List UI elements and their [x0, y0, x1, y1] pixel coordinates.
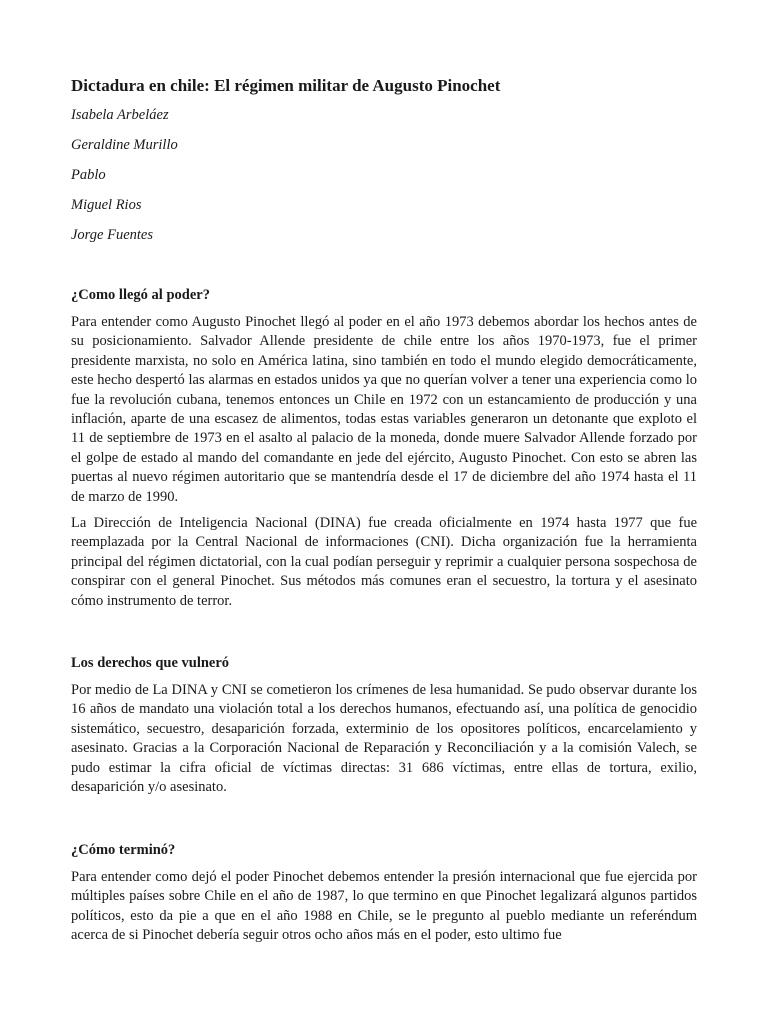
section-como-termino [71, 840, 697, 953]
author-list [71, 104, 178, 254]
section-heading: Los derechos que vulneró [71, 655, 230, 671]
paragraph: Para entender como dejó el poder Pinochet debemos entender la presión internacional que fue ejercida por múltiples países sobre Chile en el año de 1987, lo que termino en que Pinochet legalizará algunos partidos políticos, esto da pie a que en el año 1988 en Chile, se le pregunto al pueblo mediante un referéndum acerca de si Pinochet debería seguir otros ocho años más en el poder, esto ultimo fue [71, 869, 697, 944]
paragraph: La Dirección de Inteligencia Nacional (DINA) fue creada oficialmente en 1974 hasta 1977 que fue reemplazada por la Central Nacional de informaciones (CNI). Dicha organización fue la herramienta principal del régimen dictatorial, con la cual podían perseguir y reprimir a cualquier persona sospechosa de conspirar con el general Pinochet. Sus métodos más comunes eran el secuestro, la tortura y el asesinato cómo instrumento de terror. [71, 515, 697, 609]
paragraph: Para entender como Augusto Pinochet llegó al poder en el año 1973 debemos abordar los hechos antes de su posicionamiento. Salvador Allende presidente de chile entre los años 1970-1973, fue el primer presidente marxista, no solo en América latina, sino también en todo el mundo elegido democráticamente, este hecho despertó las alarmas en estados unidos ya que no querían volver a tener una experiencia como lo fue la revolución cubana, tenemos entonces un Chile en 1972 con un estancamiento de producción y una inflación, aparte de una escasez de alimentos, todas estas variables generaron un detonante que exploto el 11 de septiembre de 1973 en el asalto al palacio de la moneda, donde muere Salvador Allende forzado por el golpe de estado al mando del comandante en jede del ejército, Augusto Pinochet. Con esto se abren las puertas al nuevo régimen autoritario que se mantendría desde el 17 de diciembre del año 1974 hasta el 11 de marzo de 1990. [71, 314, 697, 505]
author-name: Isabela Arbeláez [71, 107, 169, 123]
author-name: Jorge Fuentes [71, 227, 154, 243]
author-name: Pablo [71, 167, 106, 183]
author-name: Geraldine Murillo [71, 137, 178, 153]
section-como-llego-al-poder [71, 285, 697, 618]
document-page [71, 0, 697, 1024]
section-derechos-vulnerados [71, 653, 697, 804]
paragraph: Por medio de La DINA y CNI se cometieron los crímenes de lesa humanidad. Se pudo observar durante los 16 años de mandato una violación total a los derechos humanos, efectuando así, una política de genocidio sistemático, secuestro, desaparición forzada, exterminio de los opositores políticos, encarcelamiento y asesinato. Gracias a la Corporación Nacional de Reparación y Reconciliación y a la comisión Valech, se pudo estimar la cifra oficial de víctimas directas: 31 686 víctimas, entre ellas de tortura, exilio, desaparición y/o asesinato. [71, 682, 697, 796]
author-name: Miguel Rios [71, 197, 142, 213]
section-heading: ¿Como llegó al poder? [71, 287, 210, 303]
section-heading: ¿Cómo terminó? [71, 842, 176, 858]
document-title: Dictadura en chile: El régimen militar de Augusto Pinochet [71, 76, 501, 95]
